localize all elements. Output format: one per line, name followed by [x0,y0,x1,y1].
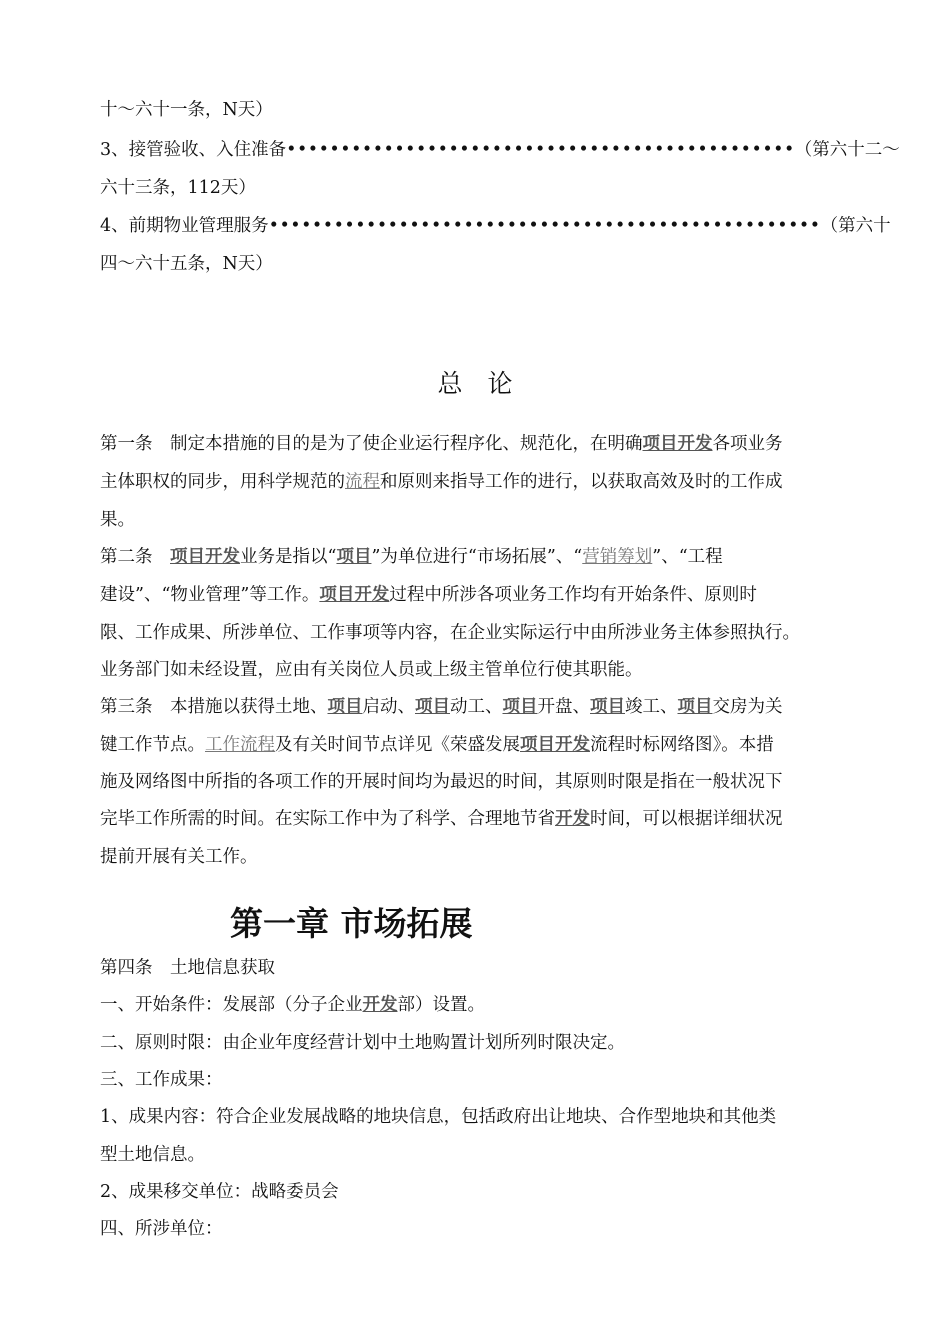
toc-entry-text: 3、接管验收、入住准备 [100,140,287,160]
article-1-line [100,510,135,530]
text-run: 限、工作成果、所涉单位、工作事项等内容，在企业实际运行中由所涉业务主体参照执行。 [100,623,800,643]
text-run: ”、“工程 [652,547,723,567]
text-run: 开盘、 [537,697,590,717]
link-kaifa[interactable]: 开发 [362,995,398,1015]
link-xiangmu[interactable]: 项目 [327,697,363,717]
link-xiangmu[interactable]: 项目 [677,697,713,717]
text-run: 业务部门如未经设置，应由有关岗位人员或上级主管单位行使其职能。 [100,660,643,680]
toc-line [100,100,273,120]
text-run: 流程时标网络图》。本措 [590,735,774,755]
text-run: 动工、 [450,697,503,717]
text-run: 建设”、“物业管理”等工作。 [100,585,320,605]
text-run: 施及网络图中所指的各项工作的开展时间均为最迟的时间，其原则时限是指在一般状况下 [100,772,783,792]
link-xiangmu[interactable]: 项目 [336,547,372,567]
link-xiangmu[interactable]: 项目 [415,697,450,717]
text-run: 启动、 [362,697,415,717]
link-xiangmu-kaifa[interactable]: 项目开发 [642,434,713,454]
toc-entry-4[interactable] [100,216,891,236]
text-run: 交房为关 [712,697,783,717]
link-xiangmu[interactable]: 项目 [590,697,625,717]
text-run: 一、开始条件：发展部（分子企业 [100,995,363,1015]
toc-entry-ref: （第六十二～ [794,140,900,160]
text-run: 完毕工作所需的时间。在实际工作中为了科学、合理地节省 [100,809,555,829]
article-3-line [100,735,774,755]
article-3-line [100,772,783,792]
text-run: 第三条 本措施以获得土地、 [100,697,328,717]
link-kaifa[interactable]: 开发 [555,809,590,829]
link-xiangmu-kaifa[interactable]: 项目开发 [319,585,390,605]
chapter-heading: 第一章 市场拓展 [230,904,473,943]
text-run: 主体职权的同步，用科学规范的 [100,472,345,492]
text-run: 提前开展有关工作。 [100,847,258,867]
link-liucheng[interactable]: 流程 [345,472,380,492]
toc-leader-dots: ••••••••••••••••••••••••••••••••••••••••••••••••••• [268,216,821,236]
article-4-title: 第四条 土地信息获取 [100,958,275,978]
article-2-line [100,547,723,567]
text-run: 部）设置。 [397,995,485,1015]
text-run: 及有关时间节点详见《荣盛发展 [275,735,520,755]
toc-text: 十～六十一条，N天） [100,100,273,120]
article-2-line [100,660,643,680]
toc-line [100,254,273,274]
chapter-line: 型土地信息。 [100,1145,205,1165]
link-xiangmu-kaifa[interactable]: 项目开发 [170,547,240,567]
text-run: 各项业务 [712,434,783,454]
chapter-line: 2、成果移交单位：战略委员会 [100,1182,339,1202]
toc-entry-ref: （第六十 [820,216,891,236]
chapter-line: 四、所涉单位： [100,1219,223,1239]
article-1-line [100,472,783,492]
toc-leader-dots: ••••••••••••••••••••••••••••••••••••••••••••••• [286,140,795,160]
article-3-line [100,809,783,829]
text-run: 业务是指以“ [240,547,337,567]
link-xiangmu-kaifa[interactable]: 项目开发 [520,735,590,755]
chapter-line: 1、成果内容：符合企业发展战略的地块信息，包括政府出让地块、合作型地块和其他类 [100,1107,777,1127]
article-3-line [100,847,258,867]
text-run: 第二条 [100,547,170,567]
article-3-line [100,697,783,717]
section-heading-general: 总 论 [437,369,513,398]
link-gongzuo-liucheng[interactable]: 工作流程 [205,735,275,755]
text-run: ”为单位进行“市场拓展”、“ [371,547,583,567]
chapter-line [100,995,485,1015]
text-run: 竣工、 [625,697,678,717]
article-2-line [100,585,757,605]
chapter-line: 三、工作成果： [100,1070,223,1090]
toc-entry-3[interactable] [100,140,900,160]
text-run: 时间，可以根据详细状况 [590,809,783,829]
article-1-line [100,434,783,454]
toc-text: 四～六十五条，N天） [100,254,273,274]
text-run: 第一条 制定本措施的目的是为了使企业运行程序化、规范化，在明确 [100,434,643,454]
toc-line [100,178,256,198]
text-run: 过程中所涉各项业务工作均有开始条件、原则时 [389,585,757,605]
article-2-line [100,623,800,643]
text-run: 果。 [100,510,135,530]
link-yingxiao-chouhua[interactable]: 营销筹划 [582,547,653,567]
chapter-line: 二、原则时限：由企业年度经营计划中土地购置计划所列时限决定。 [100,1033,625,1053]
link-xiangmu[interactable]: 项目 [502,697,538,717]
text-run: 和原则来指导工作的进行，以获取高效及时的工作成 [380,472,783,492]
toc-entry-text: 4、前期物业管理服务 [100,216,269,236]
toc-text: 六十三条，112天） [100,178,256,198]
text-run: 键工作节点。 [100,735,205,755]
